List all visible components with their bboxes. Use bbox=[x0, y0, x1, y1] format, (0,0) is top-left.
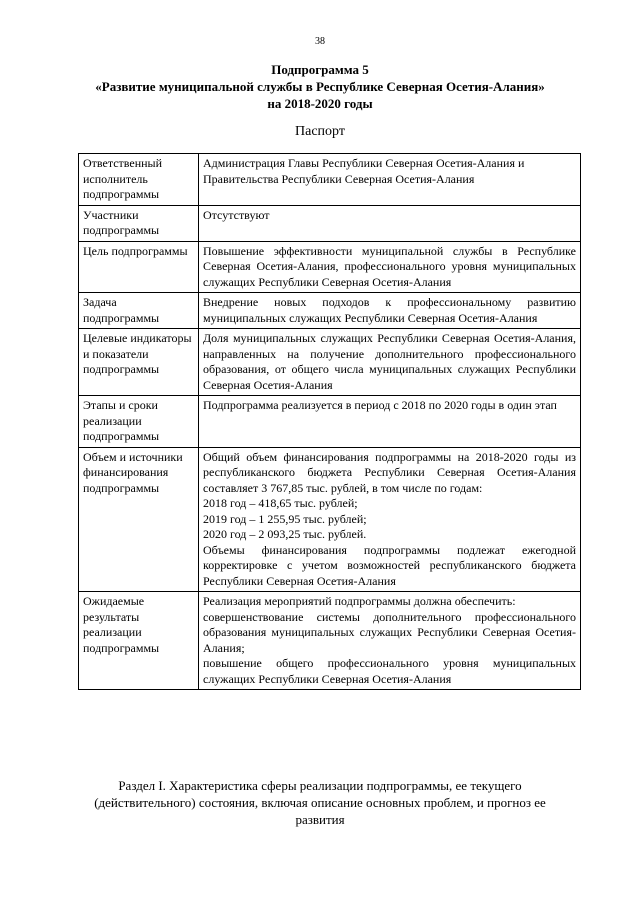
row-value-goal: Повышение эффективности муниципальной службы в Республике Северная Осетия-Алания, профессионального уровня муниципальных служащих Республики Северная Осетия-Алания bbox=[199, 241, 581, 293]
table-row bbox=[79, 293, 581, 329]
table-row bbox=[79, 241, 581, 293]
funding-intro: Общий объем финансирования подпрограммы на 2018-2020 годы из республиканского бюджета Республики Северная Осетия-Алания составляет 3 767,85 тыс. рублей, в том числе по годам: bbox=[203, 449, 576, 495]
subprogram-title-line-2: «Развитие муниципальной службы в Республике Северная Осетия-Алания» bbox=[95, 79, 545, 94]
subprogram-title-line-1: Подпрограмма 5 bbox=[271, 62, 369, 77]
row-label-stages-and-terms: Этапы и сроки реализации подпрограммы bbox=[79, 396, 199, 448]
funding-year-2020: 2020 год – 2 093,25 тыс. рублей. bbox=[203, 527, 367, 541]
row-label-responsible-executor: Ответственный исполнитель подпрограммы bbox=[79, 154, 199, 206]
table-row bbox=[79, 205, 581, 241]
section-heading-line-1: Раздел I. Характеристика сферы реализации подпрограммы, ее текущего bbox=[118, 778, 522, 793]
section-heading bbox=[60, 777, 580, 828]
row-label-funding: Объем и источники финансирования подпрограммы bbox=[79, 447, 199, 592]
funding-year-2018: 2018 год – 418,65 тыс. рублей; bbox=[203, 496, 358, 510]
row-label-participants: Участники подпрограммы bbox=[79, 205, 199, 241]
row-label-target-indicators: Целевые индикаторы и показатели подпрограммы bbox=[79, 329, 199, 396]
table-row bbox=[79, 396, 581, 448]
row-value-task: Внедрение новых подходов к профессиональному развитию муниципальных служащих Республики Северная Осетия-Алания bbox=[199, 293, 581, 329]
row-value-participants: Отсутствуют bbox=[199, 205, 581, 241]
row-value-responsible-executor: Администрация Главы Республики Северная Осетия-Алания и Правительства Республики Северная Осетия-Алания bbox=[199, 154, 581, 206]
row-value-stages-and-terms: Подпрограмма реализуется в период с 2018 по 2020 годы в один этап bbox=[199, 396, 581, 448]
row-value-target-indicators: Доля муниципальных служащих Республики Северная Осетия-Алания, направленных на получение дополнительного профессионального образования, от общего числа муниципальных служащих Республики Северная Осетия-Алания bbox=[199, 329, 581, 396]
passport-table bbox=[78, 153, 581, 690]
table-row bbox=[79, 447, 581, 592]
subprogram-title-line-3: на 2018-2020 годы bbox=[267, 96, 373, 111]
funding-note: Объемы финансирования подпрограммы подлежат ежегодной корректировке с учетом возможностей республиканского бюджета Республики Северная Осетия-Алания bbox=[203, 542, 576, 588]
row-label-task: Задача подпрограммы bbox=[79, 293, 199, 329]
table-row bbox=[79, 592, 581, 690]
table-row bbox=[79, 154, 581, 206]
row-label-goal: Цель подпрограммы bbox=[79, 241, 199, 293]
row-label-expected-results: Ожидаемые результаты реализации подпрограммы bbox=[79, 592, 199, 690]
page-number: 38 bbox=[315, 36, 325, 47]
results-item-1: совершенствование системы дополнительного профессионального образования муниципальных служащих Республики Северная Осетия-Алания; bbox=[203, 609, 576, 655]
funding-year-2019: 2019 год – 1 255,95 тыс. рублей; bbox=[203, 511, 367, 526]
row-value-funding bbox=[199, 447, 581, 592]
table-row bbox=[79, 329, 581, 396]
results-item-2: повышение общего профессионального уровня муниципальных служащих Республики Северная Осетия-Алания bbox=[203, 656, 576, 686]
subprogram-title bbox=[60, 61, 580, 112]
section-heading-line-3: развития bbox=[295, 812, 345, 827]
row-value-expected-results bbox=[199, 592, 581, 690]
results-intro: Реализация мероприятий подпрограммы должна обеспечить: bbox=[203, 594, 516, 608]
passport-heading: Паспорт bbox=[295, 124, 345, 139]
section-heading-line-2: (действительного) состояния, включая описание основных проблем, и прогноз ее bbox=[94, 795, 546, 810]
